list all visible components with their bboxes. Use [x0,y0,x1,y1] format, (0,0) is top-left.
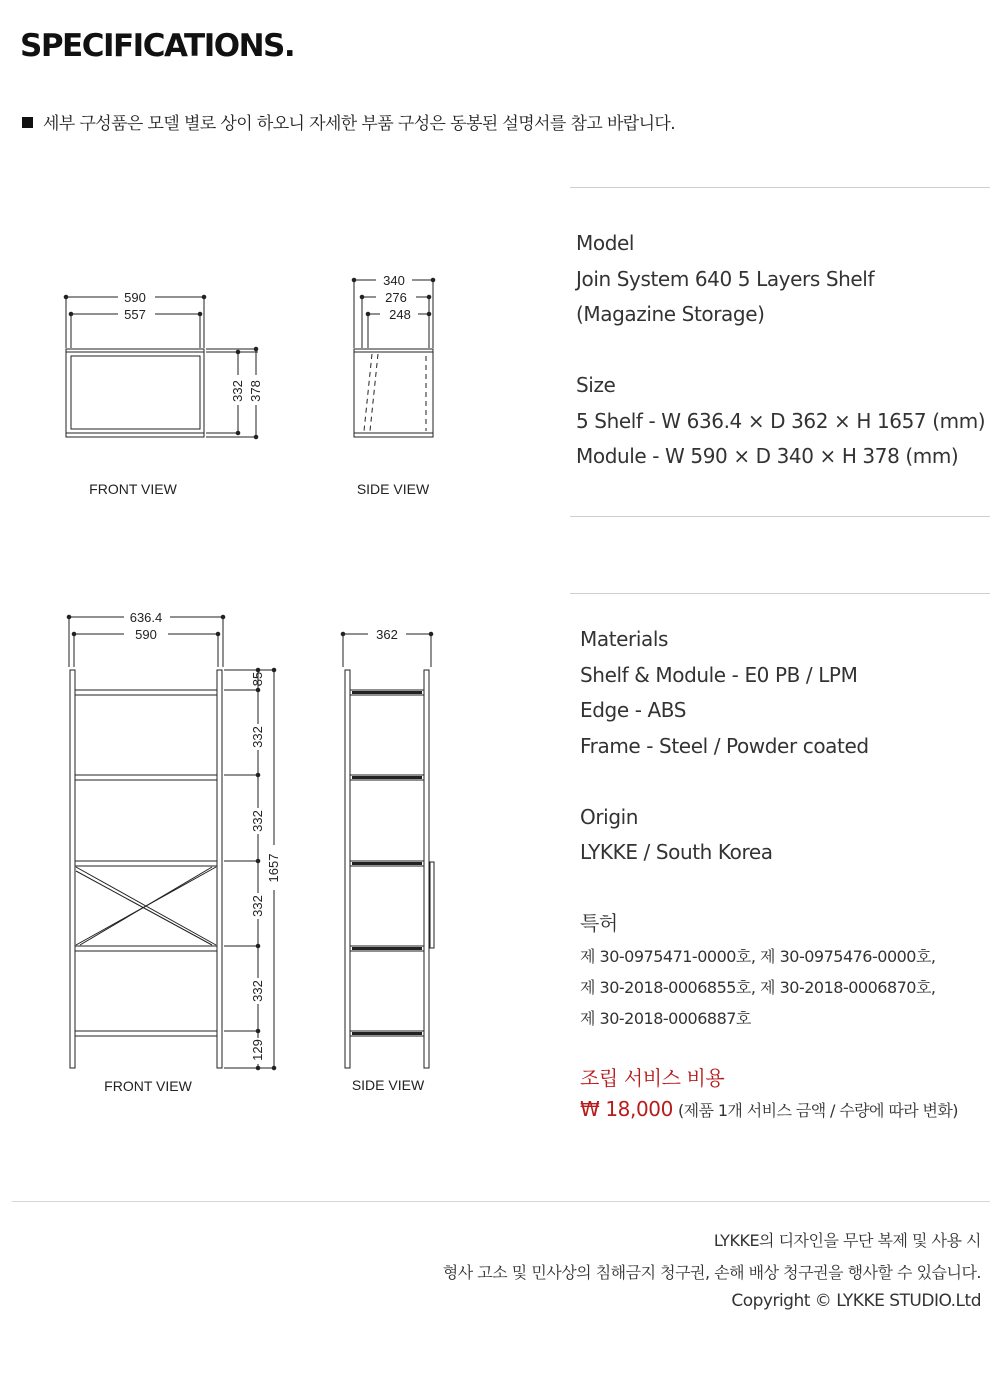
origin-heading: Origin [580,804,639,829]
notice-text [22,109,675,134]
dim-shelf-front-inner: 590 [135,627,157,642]
dim-shelf-height-mid3: 332 [250,895,265,917]
dim-shelf-front-width: 636.4 [129,610,163,625]
size-line2: Module - W 590 × D 340 × H 378 (mm) [576,444,959,468]
patent-line1: 제 30-0975471-0000호, 제 30-0975476-0000호, [580,947,936,966]
divider [570,516,990,517]
dim-shelf-height-bottom: 129 [250,1039,265,1061]
module-drawings [0,260,470,510]
model-line2: (Magazine Storage) [576,302,765,326]
model-size-spec [576,226,985,475]
dim-shelf-height-mid2: 332 [250,810,265,832]
bullet-square-icon [22,117,33,128]
patent-line3: 제 30-2018-0006887호 [580,1009,751,1028]
dim-module-height-inner: 332 [230,380,245,402]
notice-label: 세부 구성품은 모델 별로 상이 하오니 자세한 부품 구성은 동봉된 설명서를 참고 바랍니다. [43,114,676,134]
dim-module-side-depth3: 248 [389,307,411,322]
divider [570,593,990,594]
dim-module-front-width: 590 [124,290,146,305]
size-line1: 5 Shelf - W 636.4 × D 362 × H 1657 (mm) [576,408,986,433]
footer-divider [12,1201,990,1202]
materials-line1: Shelf & Module - E0 PB / LPM [580,662,858,687]
patent-line2: 제 30-2018-0006855호, 제 30-2018-0006870호, [580,978,936,997]
size-heading: Size [576,373,616,397]
module-side-view-label: SIDE VIEW [356,481,430,497]
module-front-view-label: FRONT VIEW [89,481,177,497]
page-title: SPECIFICATIONS. [20,28,295,64]
dim-shelf-height-mid1: 332 [250,726,265,748]
materials-line3: Frame - Steel / Powder coated [580,733,869,758]
dim-module-height-outer: 378 [248,380,263,402]
model-heading: Model [576,231,635,255]
shelf-side-view-label: SIDE VIEW [351,1077,425,1093]
shelf-drawings [0,600,470,1100]
service-heading: 조립 서비스 비용 [580,1066,725,1090]
dim-module-side-depth2: 276 [385,290,407,305]
dim-module-side-depth1: 340 [383,273,405,288]
divider [570,187,990,188]
origin-line1: LYKKE / South Korea [580,840,773,864]
model-line1: Join System 640 5 Layers Shelf [576,266,875,291]
dim-module-front-inner: 557 [124,307,146,322]
materials-spec [580,622,869,942]
patent-list [580,941,936,1034]
materials-line2: Edge - ABS [580,698,687,722]
shelf-front-view-label: FRONT VIEW [104,1078,192,1094]
dim-shelf-height-total: 1657 [266,853,281,883]
dim-shelf-height-top: 85 [250,671,265,687]
footer-line1: LYKKE의 디자인을 무단 복제 및 사용 시 [713,1231,981,1250]
service-price: ₩ 18,000 [580,1097,673,1121]
footer-line2: 형사 고소 및 민사상의 침해금지 청구권, 손해 배상 청구권을 행사할 수 있습니다. [442,1263,981,1282]
patent-heading: 특허 [580,911,618,935]
dim-shelf-height-mid4: 332 [250,980,265,1002]
dim-shelf-side-depth: 362 [376,627,398,642]
service-price-row [580,1097,958,1121]
materials-heading: Materials [580,627,669,651]
copyright: Copyright © LYKKE STUDIO.Ltd [731,1291,981,1311]
service-note: (제품 1개 서비스 금액 / 수량에 따라 변화) [678,1101,958,1120]
